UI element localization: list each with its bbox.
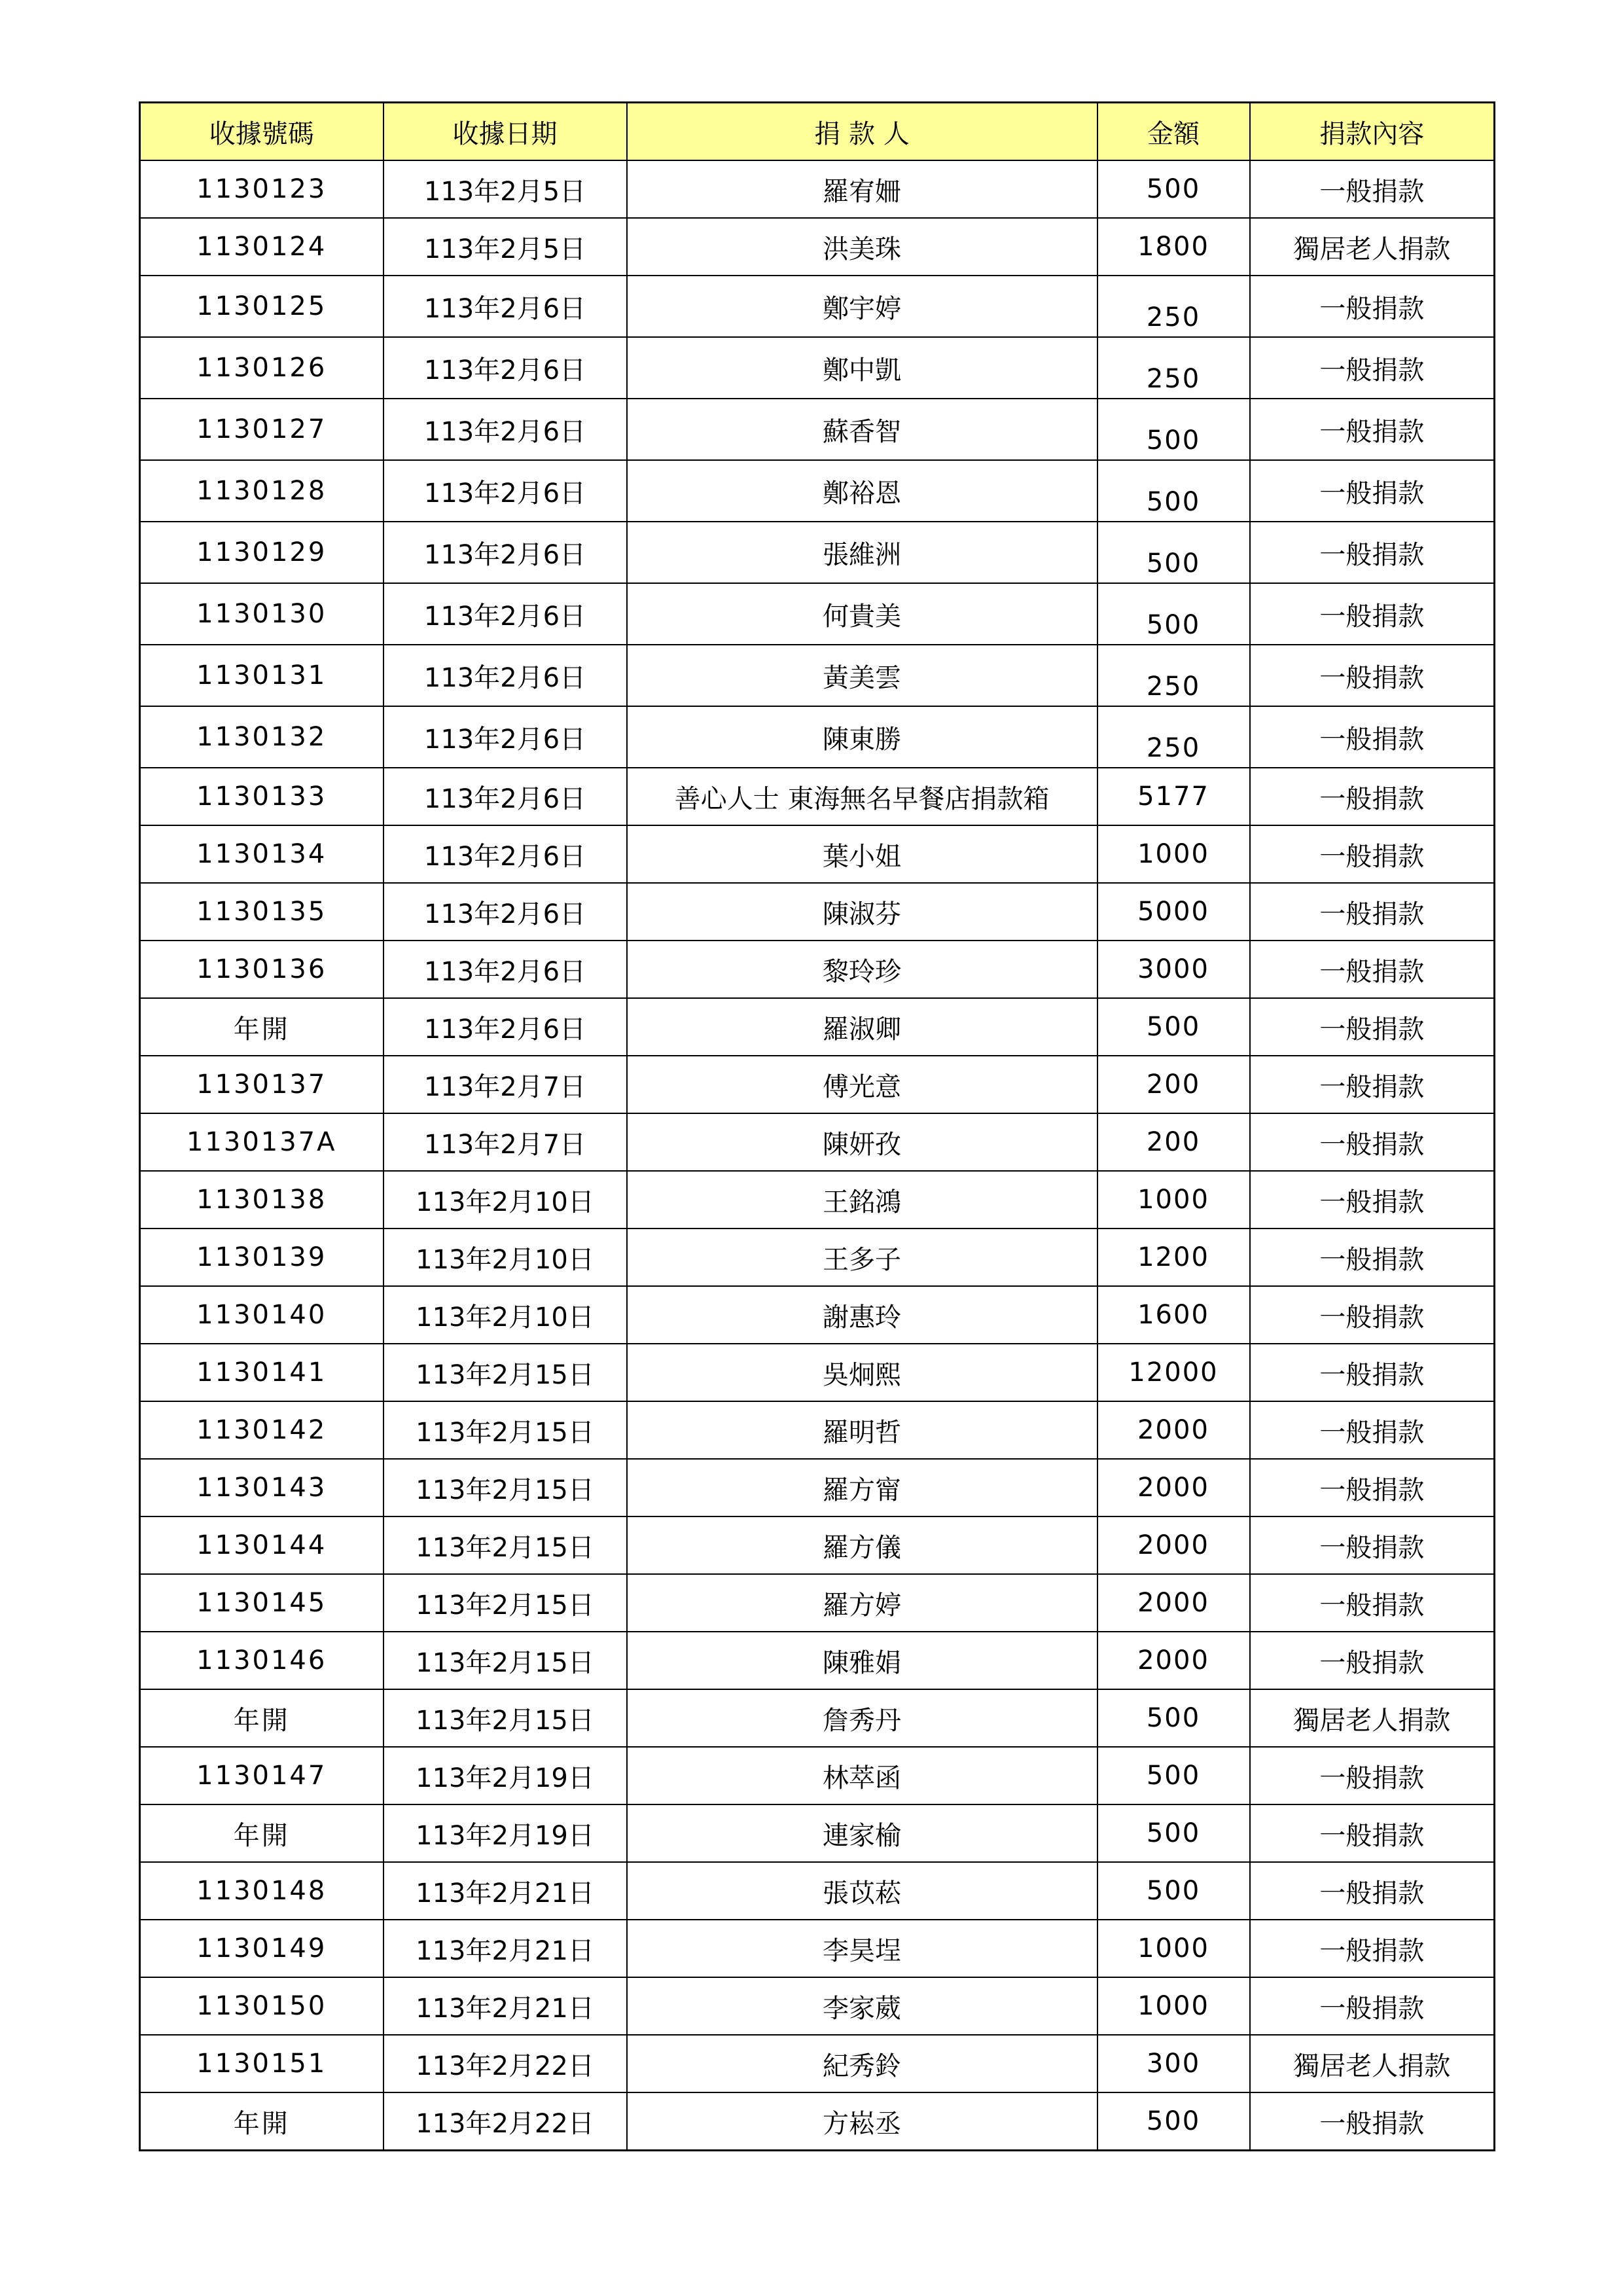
- donor-cell: 洪美珠: [627, 218, 1097, 276]
- donation-content-cell: 一般捐款: [1250, 941, 1495, 998]
- donation-content-cell: 一般捐款: [1250, 399, 1495, 460]
- amount-cell: 2000: [1097, 1516, 1250, 1574]
- receipt-number-cell: 1130147: [140, 1747, 383, 1804]
- donor-cell: 方崧丞: [627, 2092, 1097, 2151]
- amount-cell: 500: [1097, 583, 1250, 645]
- donation-content-cell: 一般捐款: [1250, 583, 1495, 645]
- table-row: [140, 1632, 1495, 1689]
- donor-cell: 葉小姐: [627, 825, 1097, 883]
- donation-content-cell: 一般捐款: [1250, 1516, 1495, 1574]
- table-row: [140, 2035, 1495, 2092]
- receipt-number-cell: 1130141: [140, 1344, 383, 1401]
- table-row: [140, 1747, 1495, 1804]
- donation-content-cell: 一般捐款: [1250, 460, 1495, 522]
- donation-content-cell: 一般捐款: [1250, 825, 1495, 883]
- receipt-date-cell: 113年2月15日: [383, 1459, 627, 1516]
- amount-cell: 2000: [1097, 1574, 1250, 1632]
- receipt-date-cell: 113年2月5日: [383, 160, 627, 218]
- donor-cell: 詹秀丹: [627, 1689, 1097, 1747]
- receipt-date-cell: 113年2月19日: [383, 1747, 627, 1804]
- receipt-number-cell: 1130126: [140, 337, 383, 399]
- donor-cell: 蘇香智: [627, 399, 1097, 460]
- table-row: [140, 1344, 1495, 1401]
- receipt-date-cell: 113年2月21日: [383, 1920, 627, 1977]
- donation-content-cell: 獨居老人捐款: [1250, 218, 1495, 276]
- donor-cell: 羅方儀: [627, 1516, 1097, 1574]
- amount-cell: 1000: [1097, 1920, 1250, 1977]
- amount-cell: 2000: [1097, 1632, 1250, 1689]
- receipt-date-cell: 113年2月15日: [383, 1401, 627, 1459]
- donation-content-cell: 一般捐款: [1250, 1401, 1495, 1459]
- donation-content-cell: 獨居老人捐款: [1250, 1689, 1495, 1747]
- receipt-date-cell: 113年2月6日: [383, 941, 627, 998]
- receipt-number-cell: 1130125: [140, 276, 383, 337]
- receipt-number-cell: 1130128: [140, 460, 383, 522]
- donation-content-cell: 一般捐款: [1250, 1977, 1495, 2035]
- receipt-number-cell: 1130148: [140, 1862, 383, 1920]
- receipt-number-cell: 1130139: [140, 1229, 383, 1286]
- table-row: [140, 276, 1495, 337]
- donor-cell: 黎玲珍: [627, 941, 1097, 998]
- header-receipt-date: 收據日期: [383, 103, 627, 161]
- donor-cell: 連家榆: [627, 1804, 1097, 1862]
- receipt-number-cell: 年開: [140, 1804, 383, 1862]
- donation-content-cell: 一般捐款: [1250, 2092, 1495, 2151]
- donor-cell: 張維洲: [627, 522, 1097, 583]
- donor-cell: 羅明哲: [627, 1401, 1097, 1459]
- donation-content-cell: 一般捐款: [1250, 337, 1495, 399]
- donor-cell: 黃美雲: [627, 645, 1097, 706]
- donor-cell: 陳雅娟: [627, 1632, 1097, 1689]
- table-row: [140, 583, 1495, 645]
- header-content: 捐款內容: [1250, 103, 1495, 161]
- receipt-number-cell: 1130132: [140, 706, 383, 768]
- receipt-date-cell: 113年2月15日: [383, 1632, 627, 1689]
- table-row: [140, 1401, 1495, 1459]
- receipt-date-cell: 113年2月6日: [383, 583, 627, 645]
- amount-cell: 1000: [1097, 1977, 1250, 2035]
- receipt-date-cell: 113年2月6日: [383, 460, 627, 522]
- table-row: [140, 998, 1495, 1056]
- amount-cell: 500: [1097, 1862, 1250, 1920]
- table-row: [140, 825, 1495, 883]
- donation-content-cell: 一般捐款: [1250, 1920, 1495, 1977]
- amount-cell: 1200: [1097, 1229, 1250, 1286]
- receipt-number-cell: 1130124: [140, 218, 383, 276]
- receipt-date-cell: 113年2月6日: [383, 337, 627, 399]
- donor-cell: 紀秀鈴: [627, 2035, 1097, 2092]
- table-row: [140, 1516, 1495, 1574]
- donor-cell: 羅方婷: [627, 1574, 1097, 1632]
- receipt-date-cell: 113年2月5日: [383, 218, 627, 276]
- receipt-date-cell: 113年2月6日: [383, 399, 627, 460]
- amount-cell: 200: [1097, 1113, 1250, 1171]
- amount-cell: 500: [1097, 399, 1250, 460]
- receipt-date-cell: 113年2月22日: [383, 2092, 627, 2151]
- donation-content-cell: 一般捐款: [1250, 1459, 1495, 1516]
- receipt-date-cell: 113年2月19日: [383, 1804, 627, 1862]
- table-row: [140, 1862, 1495, 1920]
- donor-cell: 陳東勝: [627, 706, 1097, 768]
- receipt-date-cell: 113年2月6日: [383, 768, 627, 825]
- donation-content-cell: 一般捐款: [1250, 1056, 1495, 1113]
- table-row: [140, 1574, 1495, 1632]
- table-row: [140, 883, 1495, 941]
- amount-cell: 500: [1097, 1804, 1250, 1862]
- donor-cell: 謝惠玲: [627, 1286, 1097, 1344]
- receipt-date-cell: 113年2月21日: [383, 1977, 627, 2035]
- table-row: [140, 337, 1495, 399]
- donation-content-cell: 一般捐款: [1250, 1804, 1495, 1862]
- table-row: [140, 460, 1495, 522]
- receipt-date-cell: 113年2月10日: [383, 1229, 627, 1286]
- table-row: [140, 941, 1495, 998]
- amount-cell: 1000: [1097, 1171, 1250, 1229]
- donor-cell: 傅光意: [627, 1056, 1097, 1113]
- table-row: [140, 645, 1495, 706]
- amount-cell: 5000: [1097, 883, 1250, 941]
- amount-cell: 250: [1097, 337, 1250, 399]
- donation-content-cell: 一般捐款: [1250, 1286, 1495, 1344]
- donor-cell: 羅淑卿: [627, 998, 1097, 1056]
- receipt-number-cell: 年開: [140, 1689, 383, 1747]
- donation-content-cell: 一般捐款: [1250, 160, 1495, 218]
- donor-cell: 鄭宇婷: [627, 276, 1097, 337]
- donor-cell: 羅方甯: [627, 1459, 1097, 1516]
- receipt-date-cell: 113年2月6日: [383, 522, 627, 583]
- receipt-date-cell: 113年2月10日: [383, 1171, 627, 1229]
- receipt-number-cell: 1130150: [140, 1977, 383, 2035]
- donor-cell: 李家葳: [627, 1977, 1097, 2035]
- receipt-date-cell: 113年2月6日: [383, 825, 627, 883]
- amount-cell: 250: [1097, 706, 1250, 768]
- table-row: [140, 1229, 1495, 1286]
- donor-cell: 羅宥姍: [627, 160, 1097, 218]
- donor-cell: 吳炯熙: [627, 1344, 1097, 1401]
- receipt-number-cell: 1130142: [140, 1401, 383, 1459]
- amount-cell: 200: [1097, 1056, 1250, 1113]
- receipt-date-cell: 113年2月15日: [383, 1516, 627, 1574]
- amount-cell: 500: [1097, 160, 1250, 218]
- receipt-number-cell: 1130138: [140, 1171, 383, 1229]
- receipt-number-cell: 1130135: [140, 883, 383, 941]
- donor-cell: 王多子: [627, 1229, 1097, 1286]
- table-row: [140, 1804, 1495, 1862]
- amount-cell: 250: [1097, 276, 1250, 337]
- amount-cell: 12000: [1097, 1344, 1250, 1401]
- donor-cell: 陳淑芬: [627, 883, 1097, 941]
- table-row: [140, 1171, 1495, 1229]
- amount-cell: 2000: [1097, 1459, 1250, 1516]
- receipt-number-cell: 1130137: [140, 1056, 383, 1113]
- receipt-date-cell: 113年2月10日: [383, 1286, 627, 1344]
- amount-cell: 1800: [1097, 218, 1250, 276]
- receipt-number-cell: 1130129: [140, 522, 383, 583]
- amount-cell: 500: [1097, 522, 1250, 583]
- donation-content-cell: 一般捐款: [1250, 1747, 1495, 1804]
- table-row: [140, 522, 1495, 583]
- donor-cell: 林萃函: [627, 1747, 1097, 1804]
- receipt-date-cell: 113年2月15日: [383, 1574, 627, 1632]
- receipt-number-cell: 1130131: [140, 645, 383, 706]
- receipt-date-cell: 113年2月6日: [383, 883, 627, 941]
- receipt-date-cell: 113年2月7日: [383, 1056, 627, 1113]
- donor-cell: 鄭裕恩: [627, 460, 1097, 522]
- donation-content-cell: 一般捐款: [1250, 1574, 1495, 1632]
- table-row: [140, 399, 1495, 460]
- amount-cell: 3000: [1097, 941, 1250, 998]
- table-row: [140, 768, 1495, 825]
- amount-cell: 300: [1097, 2035, 1250, 2092]
- donation-content-cell: 獨居老人捐款: [1250, 2035, 1495, 2092]
- donation-content-cell: 一般捐款: [1250, 883, 1495, 941]
- donation-content-cell: 一般捐款: [1250, 1632, 1495, 1689]
- donor-cell: 善心人士 東海無名早餐店捐款箱: [627, 768, 1097, 825]
- receipt-date-cell: 113年2月21日: [383, 1862, 627, 1920]
- donation-content-cell: 一般捐款: [1250, 706, 1495, 768]
- table-row: [140, 1689, 1495, 1747]
- table-row: [140, 2092, 1495, 2151]
- receipt-number-cell: 1130123: [140, 160, 383, 218]
- receipt-number-cell: 1130146: [140, 1632, 383, 1689]
- receipt-number-cell: 1130145: [140, 1574, 383, 1632]
- receipt-number-cell: 1130136: [140, 941, 383, 998]
- amount-cell: 500: [1097, 998, 1250, 1056]
- amount-cell: 500: [1097, 1747, 1250, 1804]
- donor-cell: 何貴美: [627, 583, 1097, 645]
- receipt-date-cell: 113年2月7日: [383, 1113, 627, 1171]
- donation-content-cell: 一般捐款: [1250, 768, 1495, 825]
- header-donor: 捐 款 人: [627, 103, 1097, 161]
- amount-cell: 1600: [1097, 1286, 1250, 1344]
- donation-table: [139, 101, 1495, 2151]
- receipt-number-cell: 1130144: [140, 1516, 383, 1574]
- receipt-number-cell: 1130149: [140, 1920, 383, 1977]
- donation-content-cell: 一般捐款: [1250, 1113, 1495, 1171]
- donor-cell: 張苡菘: [627, 1862, 1097, 1920]
- table-row: [140, 218, 1495, 276]
- amount-cell: 2000: [1097, 1401, 1250, 1459]
- donation-content-cell: 一般捐款: [1250, 1862, 1495, 1920]
- donation-content-cell: 一般捐款: [1250, 1229, 1495, 1286]
- receipt-number-cell: 1130130: [140, 583, 383, 645]
- receipt-number-cell: 1130140: [140, 1286, 383, 1344]
- table-row: [140, 160, 1495, 218]
- donation-content-cell: 一般捐款: [1250, 276, 1495, 337]
- amount-cell: 500: [1097, 460, 1250, 522]
- amount-cell: 5177: [1097, 768, 1250, 825]
- receipt-number-cell: 1130151: [140, 2035, 383, 2092]
- donation-content-cell: 一般捐款: [1250, 998, 1495, 1056]
- header-receipt-number: 收據號碼: [140, 103, 383, 161]
- receipt-date-cell: 113年2月6日: [383, 998, 627, 1056]
- table-row: [140, 1977, 1495, 2035]
- donation-content-cell: 一般捐款: [1250, 522, 1495, 583]
- donation-content-cell: 一般捐款: [1250, 1344, 1495, 1401]
- receipt-number-cell: 1130134: [140, 825, 383, 883]
- donation-content-cell: 一般捐款: [1250, 1171, 1495, 1229]
- receipt-number-cell: 1130137A: [140, 1113, 383, 1171]
- receipt-number-cell: 年開: [140, 2092, 383, 2151]
- table-row: [140, 1286, 1495, 1344]
- donor-cell: 鄭中凱: [627, 337, 1097, 399]
- donation-content-cell: 一般捐款: [1250, 645, 1495, 706]
- donor-cell: 王銘鴻: [627, 1171, 1097, 1229]
- receipt-number-cell: 1130127: [140, 399, 383, 460]
- receipt-date-cell: 113年2月15日: [383, 1689, 627, 1747]
- receipt-date-cell: 113年2月6日: [383, 645, 627, 706]
- receipt-number-cell: 1130143: [140, 1459, 383, 1516]
- table-row: [140, 1459, 1495, 1516]
- receipt-date-cell: 113年2月6日: [383, 706, 627, 768]
- header-amount: 金額: [1097, 103, 1250, 161]
- receipt-number-cell: 年開: [140, 998, 383, 1056]
- table-row: [140, 1920, 1495, 1977]
- table-row: [140, 706, 1495, 768]
- table-row: [140, 1056, 1495, 1113]
- amount-cell: 500: [1097, 2092, 1250, 2151]
- receipt-date-cell: 113年2月6日: [383, 276, 627, 337]
- amount-cell: 500: [1097, 1689, 1250, 1747]
- header-row: [140, 103, 1495, 161]
- receipt-date-cell: 113年2月22日: [383, 2035, 627, 2092]
- donor-cell: 李昊埕: [627, 1920, 1097, 1977]
- amount-cell: 1000: [1097, 825, 1250, 883]
- receipt-date-cell: 113年2月15日: [383, 1344, 627, 1401]
- table-row: [140, 1113, 1495, 1171]
- donor-cell: 陳妍孜: [627, 1113, 1097, 1171]
- amount-cell: 250: [1097, 645, 1250, 706]
- receipt-number-cell: 1130133: [140, 768, 383, 825]
